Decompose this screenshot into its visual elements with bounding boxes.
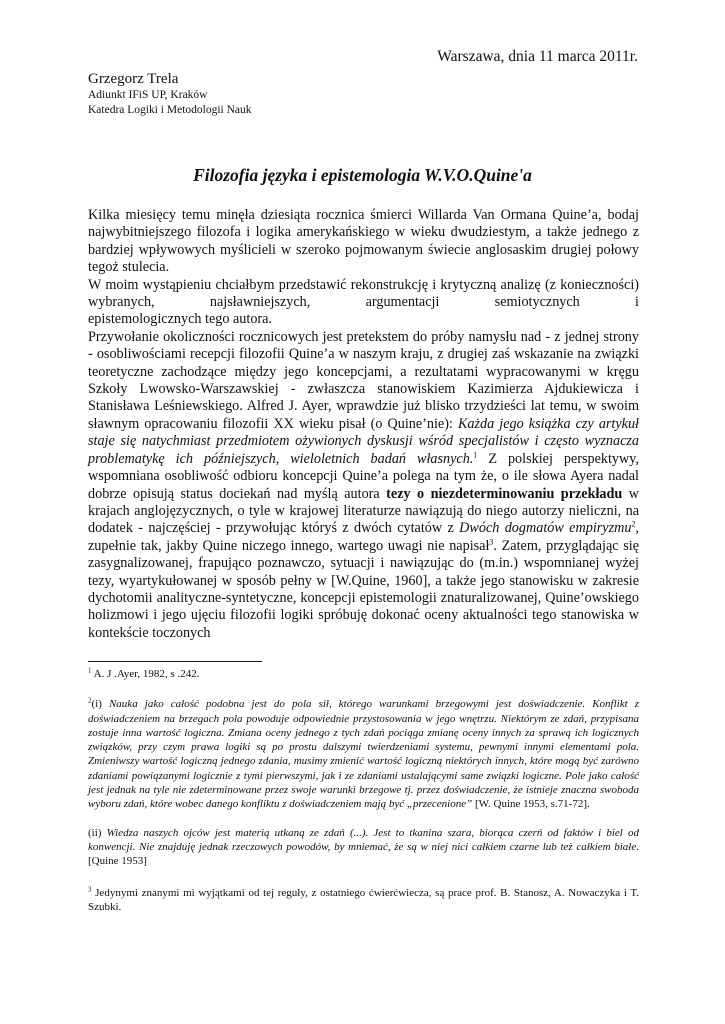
footnote-3 — [88, 886, 639, 915]
footnote-2 — [88, 697, 639, 811]
ayer-quote: Każda jego książka czy artykuł staje się natychmiast przedmiotem ożywionych dyskusji wśród specjalistów i często wyznacza problematykę ich późniejszych, wieloletnich badań własnych. — [88, 415, 639, 467]
footnote-ref-2[interactable]: 2 — [631, 519, 636, 529]
footnote-quote: Wiedza naszych ojców jest materią utkaną ze zdań (...). Jest to tkanina szara, biorąca czerń od faktów i biel od konwencji. Nie znajduję jednak rzeczowych powodów, by mniemać, że są w niej nici całkiem czarne lub też całkiem białe — [88, 826, 639, 853]
footnote-text: A. J .Ayer, 1982, s .242. — [91, 668, 200, 680]
emphasized-thesis: tezy o niezdeterminowaniu przekładu — [386, 485, 623, 502]
footnote-text: (i) — [91, 698, 109, 711]
footnote-mark: 3 — [88, 884, 92, 893]
paragraph-context — [88, 329, 639, 642]
footnote-reference: . [Quine 1953] — [88, 840, 639, 868]
footnote-text: (ii) — [88, 826, 107, 839]
paragraph-purpose: W moim wystąpieniu chciałbym przedstawić rekonstrukcję i krytyczną analizę (z konieczności) wybranych, najsławniejszych, argumentacji semiotycznych i — [88, 276, 639, 311]
document-body — [88, 207, 639, 642]
footnote-reference: [W. Quine 1953, s.71-72]. — [472, 798, 590, 811]
footnotes — [88, 664, 639, 914]
author-block — [88, 70, 252, 118]
footnote-quote: Nauka jako całość podobna jest do pola sił, którego warunkami brzegowymi jest doświadczenie. Konflikt z doświadczeniem na brzegach pola powoduje odpowiednie przystosowania w jego wnętrzu. Niektórym ze zdań, przypisana zostaje inna wartość logiczna. Zmiana oceny jednego z tych zdań pociąga zmianę oceny innych za sprawą ich logicznych związków, przy czym prawa logiki są po prostu dalszymi twierdzeniami systemu, pewnymi innymi elementami pola. Zmieniwszy wartość logiczną jednego zdania, musimy zmienić wartość logiczną niektórych innych, które mogą być zarówno zdaniami powiązanymi logicznie z tymi pierwszymi, jak i ze zdaniami ustalającymi same związki logiczne. Pole jako całość jest jednak na tyle nie zdeterminowane przez swoje warunki brzegowe tj. przez doświadczenie, że istnieje znaczna swoboda wyboru zdań, które wobec danego konfliktu z doświadczeniem mają być „przecenione” — [88, 698, 640, 811]
footnote-2-ii — [88, 826, 639, 869]
footnote-ref-3[interactable]: 3 — [489, 536, 494, 546]
footnote-1 — [88, 667, 639, 681]
author-department: Katedra Logiki i Metodologii Nauk — [88, 104, 252, 116]
document-title: Filozofia języka i epistemologia W.V.O.Quine'a — [193, 165, 532, 185]
paragraph-text: Z polskiej perspektywy, wspomniana osobliwość odbioru koncepcji Quine’a polega na tym że, o ile słowa Ayera nadal dobrze opisują status dociekań nad myślą autora — [88, 450, 639, 502]
paragraph-text: , zupełnie tak, jakby Quine niczego innego, wartego uwagi nie napisał — [88, 520, 639, 554]
paragraph-text: . Zatem, przyglądając się zasygnalizowanej, frapująco poznawczo, sytuacji i nawiązując do (m.in.) wspomnianej wyżej tezy, wyartykułowanej w sposób pełny w [W.Quine, 1960], a także jego stanowisku w zakresie dychotomii analityczne-syntetyczne, koncepcji epistemologii znaturalizowanej, Quine’owskiego holizmowi i jego ujęciu filozofii logiki spróbuję dokonać oceny aktualności tego stanowiska w kontekście toczonych — [88, 537, 640, 641]
paragraph-intro: Kilka miesięcy temu minęła dziesiąta rocznica śmierci Willarda Van Ormana Quine’a, bodaj najwybitniejszego filozofa i logika amerykańskiego w wieku dwudziestym, a także jednego z bardziej wpływowych myślicieli w szeroko pojmowanym świecie anglosaskim drugiej połowy tegoż stulecia. — [88, 207, 639, 276]
paragraph-text: Przywołanie okoliczności rocznicowych jest pretekstem do próby namysłu nad - z jednej strony - osobliwościami recepcji filozofii Quine’a w naszym kraju, z drugiej zaś wskazanie na związki teoretyczne zachodzące między jego koncepcjami, a rezultatami wypracowanymi w kręgu Szkoły Lwowsko-Warszawskiej - zwłaszcza stanowiskiem Kazimierza Ajdukiewicza i Stanisława Leśniewskiego. Alfred J. Ayer, wprawdzie już blisko trzydzieści lat temu, w swoim sławnym opracowaniu filozofii XX wieku pisał (o Quine’nie): — [88, 328, 639, 432]
footnote-text: Jedynymi znanymi mi wyjątkami od tej reguły, z ostatniego ćwierćwiecza, są prace prof. B. Stanosz, A. Nowaczyka i T. Szubki. — [88, 886, 639, 913]
book-title: Dwóch dogmatów empiryzmu — [459, 520, 632, 537]
footnote-ref-1[interactable]: 1 — [473, 449, 478, 459]
paragraph-purpose-end: epistemologicznych tego autora. — [88, 311, 272, 328]
document-date: Warszawa, dnia 11 marca 2011r. — [437, 48, 638, 65]
footnote-separator — [88, 661, 262, 662]
footnote-mark: 2 — [88, 696, 92, 705]
author-position: Adiunkt IFiS UP, Kraków — [88, 89, 208, 101]
paragraph-text: w krajach anglojęzycznych, o tyle w krajowej literaturze nawiązują do niego autorzy nieliczni, na dodatek - najczęściej - przywołując któryś z dwóch cytatów z — [88, 485, 640, 537]
footnote-mark: 1 — [88, 666, 92, 675]
author-name: Grzegorz Trela — [88, 71, 179, 87]
